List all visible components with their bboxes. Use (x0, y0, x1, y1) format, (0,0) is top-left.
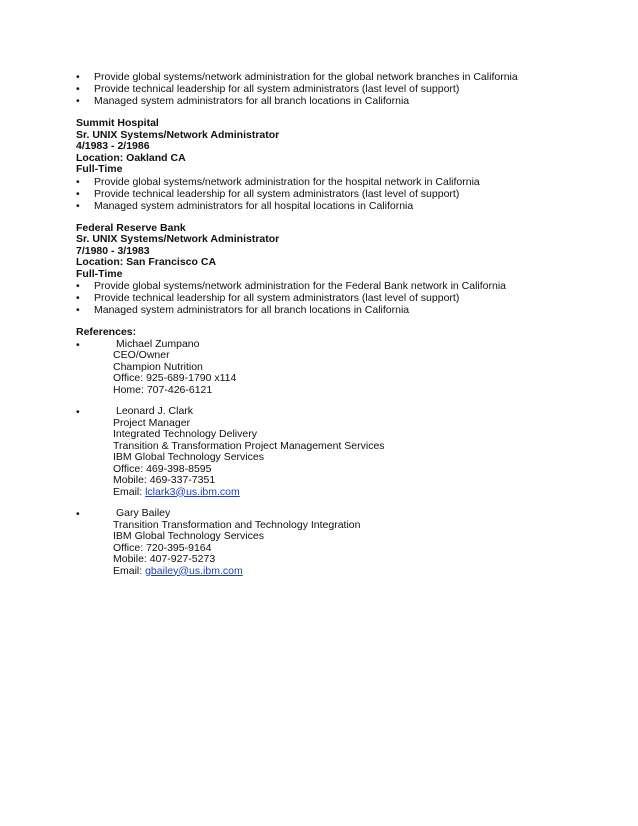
reference-name: Leonard J. Clark (116, 405, 194, 417)
reference-item (76, 508, 596, 577)
job2-section (76, 223, 596, 317)
reference-line: Mobile: 469-337-7351 (113, 474, 216, 486)
list-item: • Provide global systems/network administration for the global network branches in California (76, 71, 518, 83)
reference-line: Champion Nutrition (113, 360, 203, 373)
reference-name: Gary Bailey (116, 507, 171, 519)
list-item: • Managed system administrators for all hospital locations in California (76, 199, 414, 212)
references-section (76, 327, 596, 577)
list-item: • Managed system administrators for all branch locations in California (76, 304, 410, 316)
reference-line: IBM Global Technology Services (113, 451, 264, 463)
reference-email-row: Email: lclark3@us.ibm.com (113, 485, 240, 498)
references-heading: References: (76, 326, 137, 338)
reference-item (76, 339, 596, 397)
job-location: Location: Oakland CA (76, 151, 186, 164)
job-title: Sr. UNIX Systems/Network Administrator (76, 128, 280, 141)
job-dates: 7/1980 - 3/1983 (76, 244, 150, 257)
reference-name: Michael Zumpano (116, 337, 200, 350)
reference-line: Project Manager (113, 416, 191, 429)
job-type: Full-Time (76, 267, 123, 280)
job1-section (76, 118, 596, 212)
reference-line: IBM Global Technology Services (113, 530, 264, 542)
reference-line: Integrated Technology Delivery (113, 428, 257, 440)
bullet-icon: • (76, 338, 80, 351)
list-item: • Provide technical leadership for all system administrators (last level of support) (76, 292, 460, 304)
list-item: • Provide technical leadership for all system administrators (last level of support) (76, 187, 460, 200)
job-dates: 4/1983 - 2/1986 (76, 140, 150, 152)
job-location: Location: San Francisco CA (76, 256, 217, 268)
reference-line: Office: 469-398-8595 (113, 462, 212, 475)
reference-line: Home: 707-426-6121 (113, 383, 213, 396)
bullet-icon: • (76, 280, 80, 292)
bullet-icon: • (76, 304, 80, 316)
reference-line: Mobile: 407-927-5273 (113, 553, 216, 565)
list-item: • Provide global systems/network administration for the hospital network in California (76, 175, 480, 188)
job2-bullets (76, 280, 596, 316)
employer-name: Federal Reserve Bank (76, 221, 186, 234)
bullet-icon: • (76, 187, 80, 200)
job1-bullets (76, 176, 596, 212)
email-link[interactable]: lclark3@us.ibm.com (145, 485, 240, 498)
employer-name: Summit Hospital (76, 117, 159, 129)
bullet-icon: • (76, 175, 80, 188)
job0-bullets (76, 71, 596, 107)
reference-line: Office: 720-395-9164 (113, 541, 212, 554)
reference-email-row: Email: gbailey@us.ibm.com (113, 564, 243, 577)
bullet-icon: • (76, 199, 80, 212)
reference-line: Office: 925-689-1790 x114 (113, 372, 237, 384)
bullet-icon: • (76, 508, 80, 520)
bullet-icon: • (76, 71, 80, 83)
bullet-icon: • (76, 95, 80, 107)
email-link[interactable]: gbailey@us.ibm.com (145, 564, 243, 577)
bullet-icon: • (76, 292, 80, 304)
resume-page (76, 71, 596, 577)
reference-line: CEO/Owner (113, 349, 170, 361)
reference-line: Transition Transformation and Technology Integration (113, 518, 361, 531)
reference-line: Transition & Transformation Project Management Services (113, 439, 385, 452)
bullet-icon: • (76, 406, 80, 418)
list-item: • Provide global systems/network administration for the Federal Bank network in California (76, 280, 507, 292)
job-title: Sr. UNIX Systems/Network Administrator (76, 233, 280, 245)
reference-item (76, 406, 596, 498)
list-item: • Provide technical leadership for all system administrators (last level of support) (76, 83, 460, 95)
list-item: • Managed system administrators for all branch locations in California (76, 95, 410, 107)
job-type: Full-Time (76, 163, 123, 175)
bullet-icon: • (76, 83, 80, 95)
